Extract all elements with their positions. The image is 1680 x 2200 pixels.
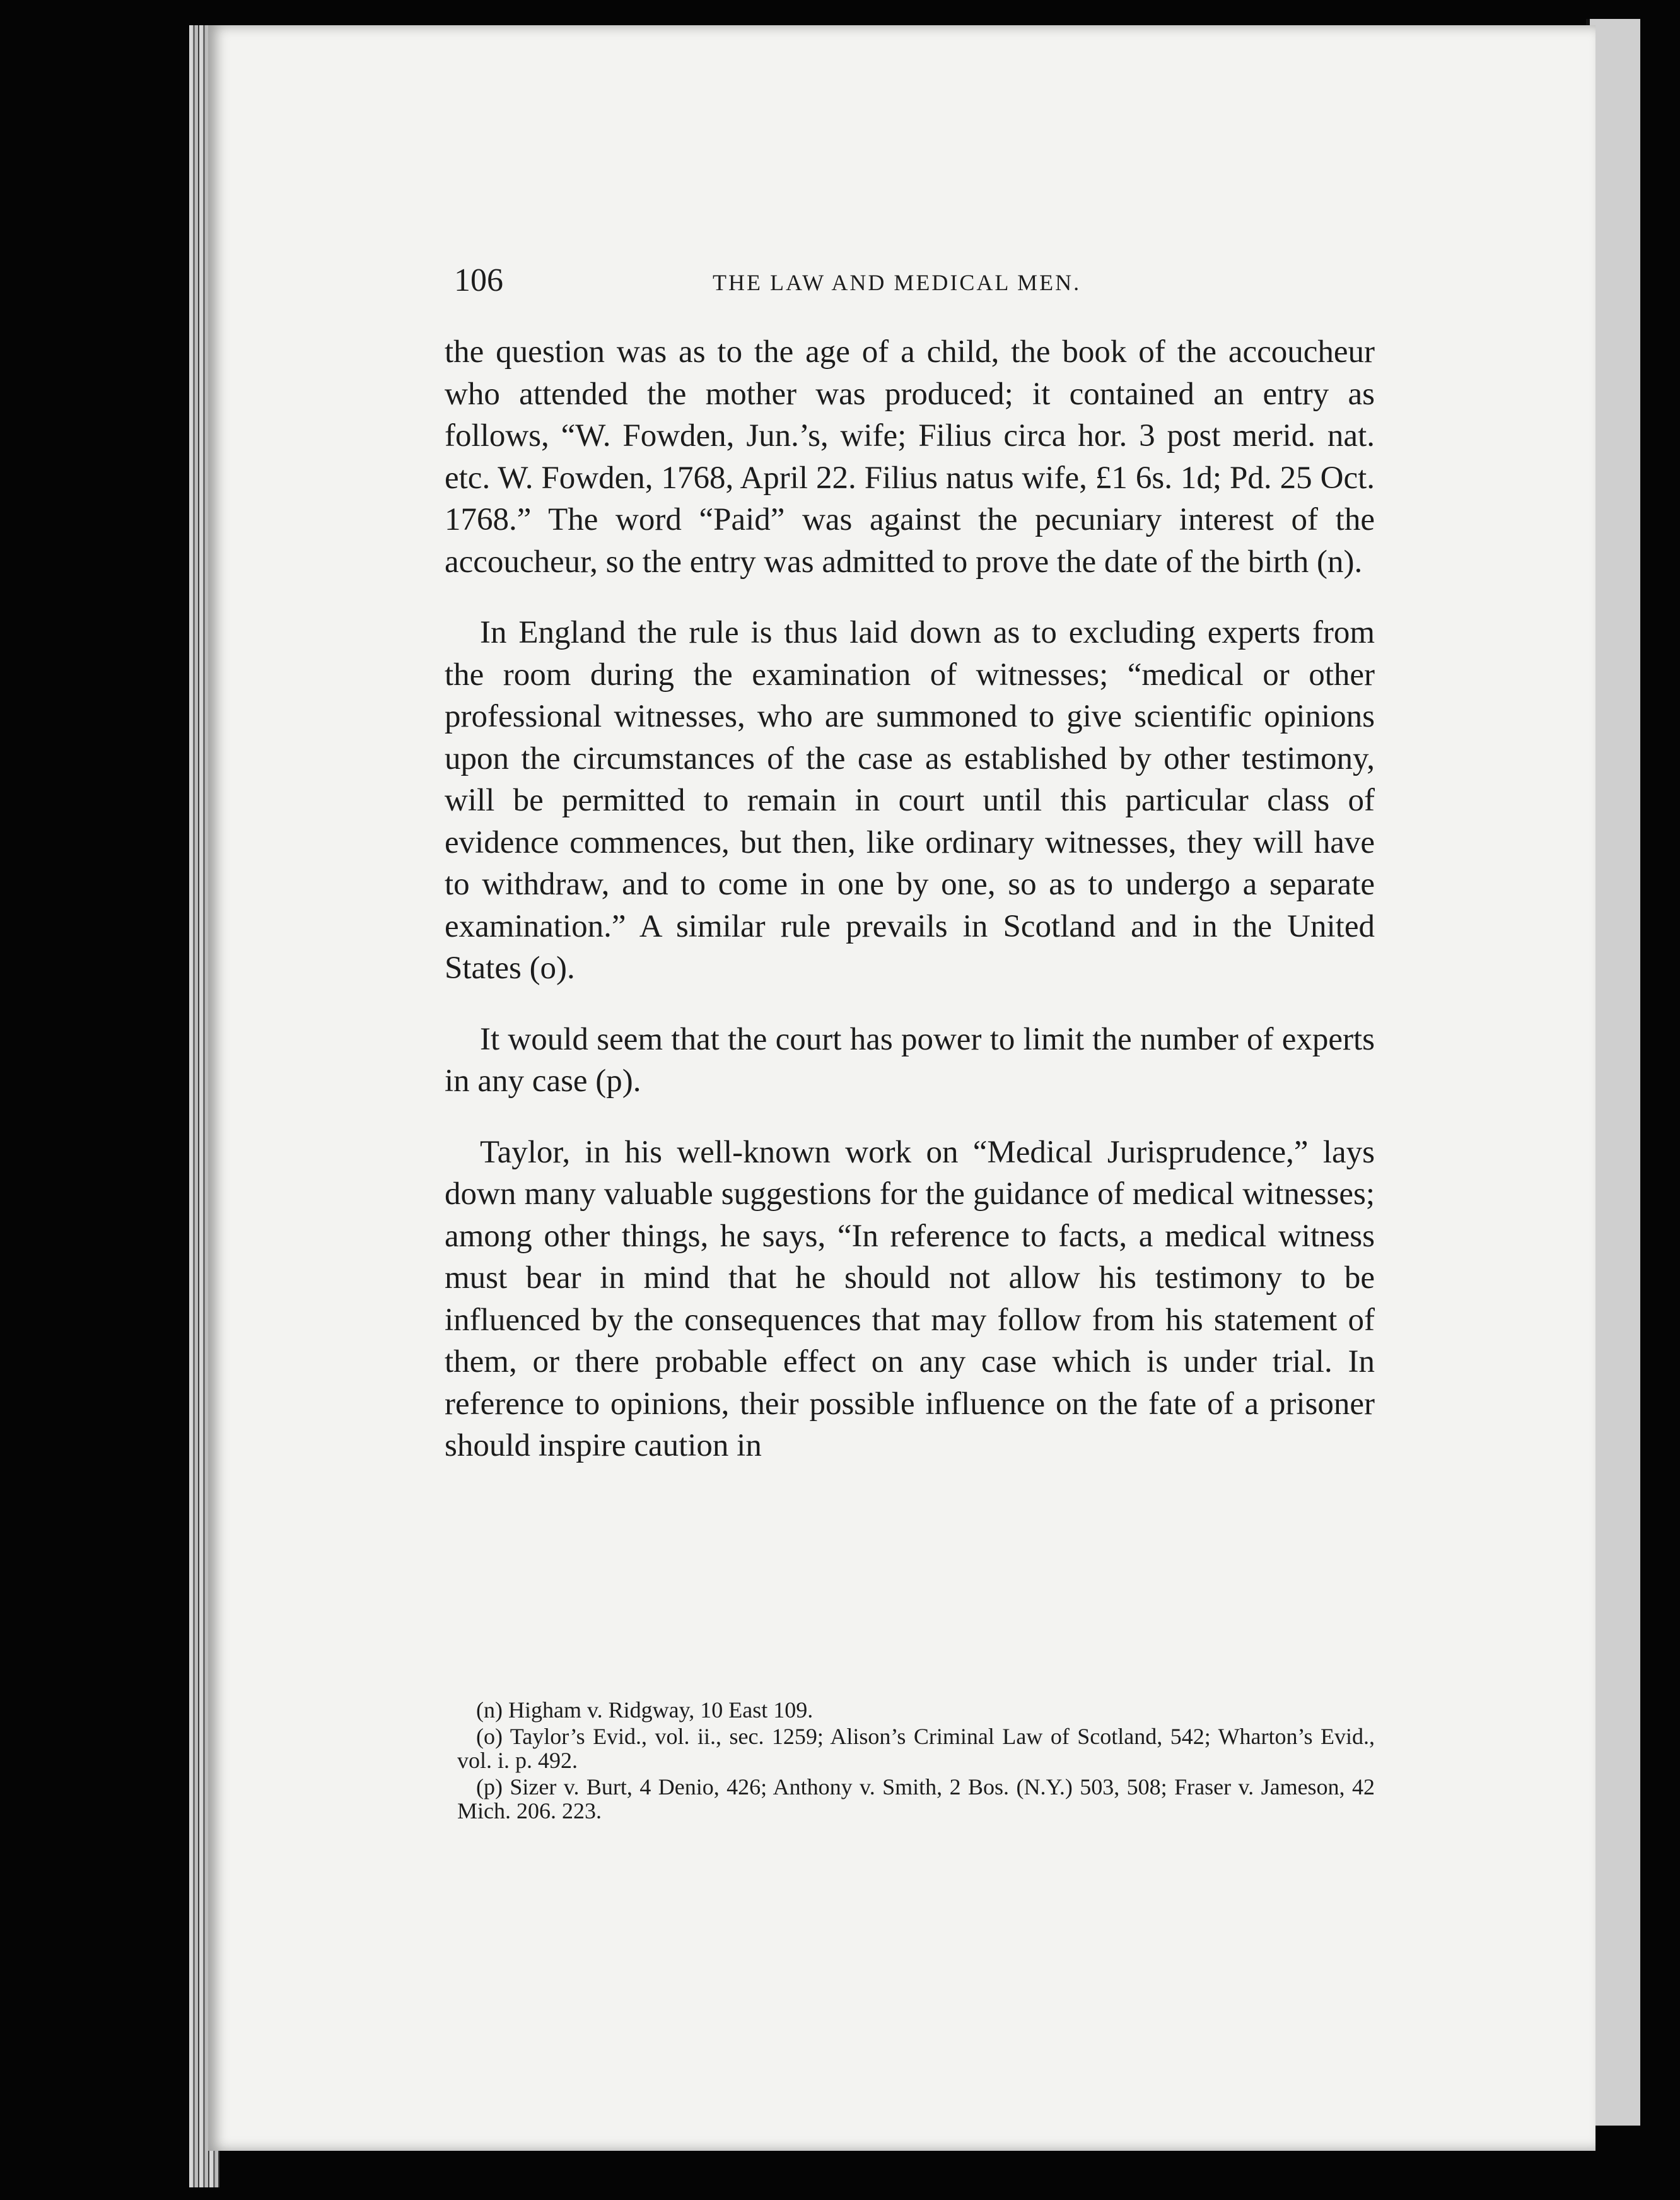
paragraph: Taylor, in his well-known work on “Medical Jurisprudence,” lays down many valuable suggestions for the guidance of medical witnesses; among other things, he says, “In reference to facts, a medical witness must bear in mind that he should not allow his testimony to be influenced by the consequences that may follow from his statement of them, or there probable effect on any case which is under trial. In reference to opinions, their possible influence on the fate of a prisoner should inspire caution in [445,1134,1375,1463]
footnote: (p) Sizer v. Burt, 4 Denio, 426; Anthony v. Smith, 2 Bos. (N.Y.) 503, 508; Fraser v. Jameson, 42 Mich. 206. 223. [457,1774,1375,1823]
footnote: (n) Higham v. Ridgway, 10 East 109. [476,1697,814,1723]
paragraph: the question was as to the age of a child, the book of the accoucheur who attended the mother was produced; it contained an entry as follows, “W. Fowden, Jun.’s, wife; Filius circa hor. 3 post merid. nat. etc. W. Fowden, 1768, April 22. Filius natus wife, £1 6s. 1d; Pd. 25 Oct. 1768.” The word “Paid” was against the pecuniary interest of the accoucheur, so the entry was admitted to prove the date of the birth (n). [445,334,1375,580]
body-text [445,331,1375,1496]
paragraph: It would seem that the court has power to limit the number of experts in any case (p). [445,1021,1375,1099]
footnote: (o) Taylor’s Evid., vol. ii., sec. 1259; Alison’s Criminal Law of Scotland, 542; Wharton’s Evid., vol. i. p. 492. [457,1724,1375,1773]
page-number: 106 [454,262,503,298]
paragraph: In England the rule is thus laid down as to excluding experts from the room during the examination of witnesses; “medical or other professional witnesses, who are summoned to give scientific opinions upon the circumstances of the case as established by other testimony, will be permitted to remain in court until this particular class of evidence commences, but then, like ordinary witnesses, they will have to withdraw, and to come in one by one, so as to undergo a separate examination.” A similar rule prevails in Scotland and in the United States (o). [445,615,1375,986]
footnotes [457,1698,1375,1825]
running-head: THE LAW AND MEDICAL MEN. [713,270,1082,295]
page-header [454,262,1413,300]
